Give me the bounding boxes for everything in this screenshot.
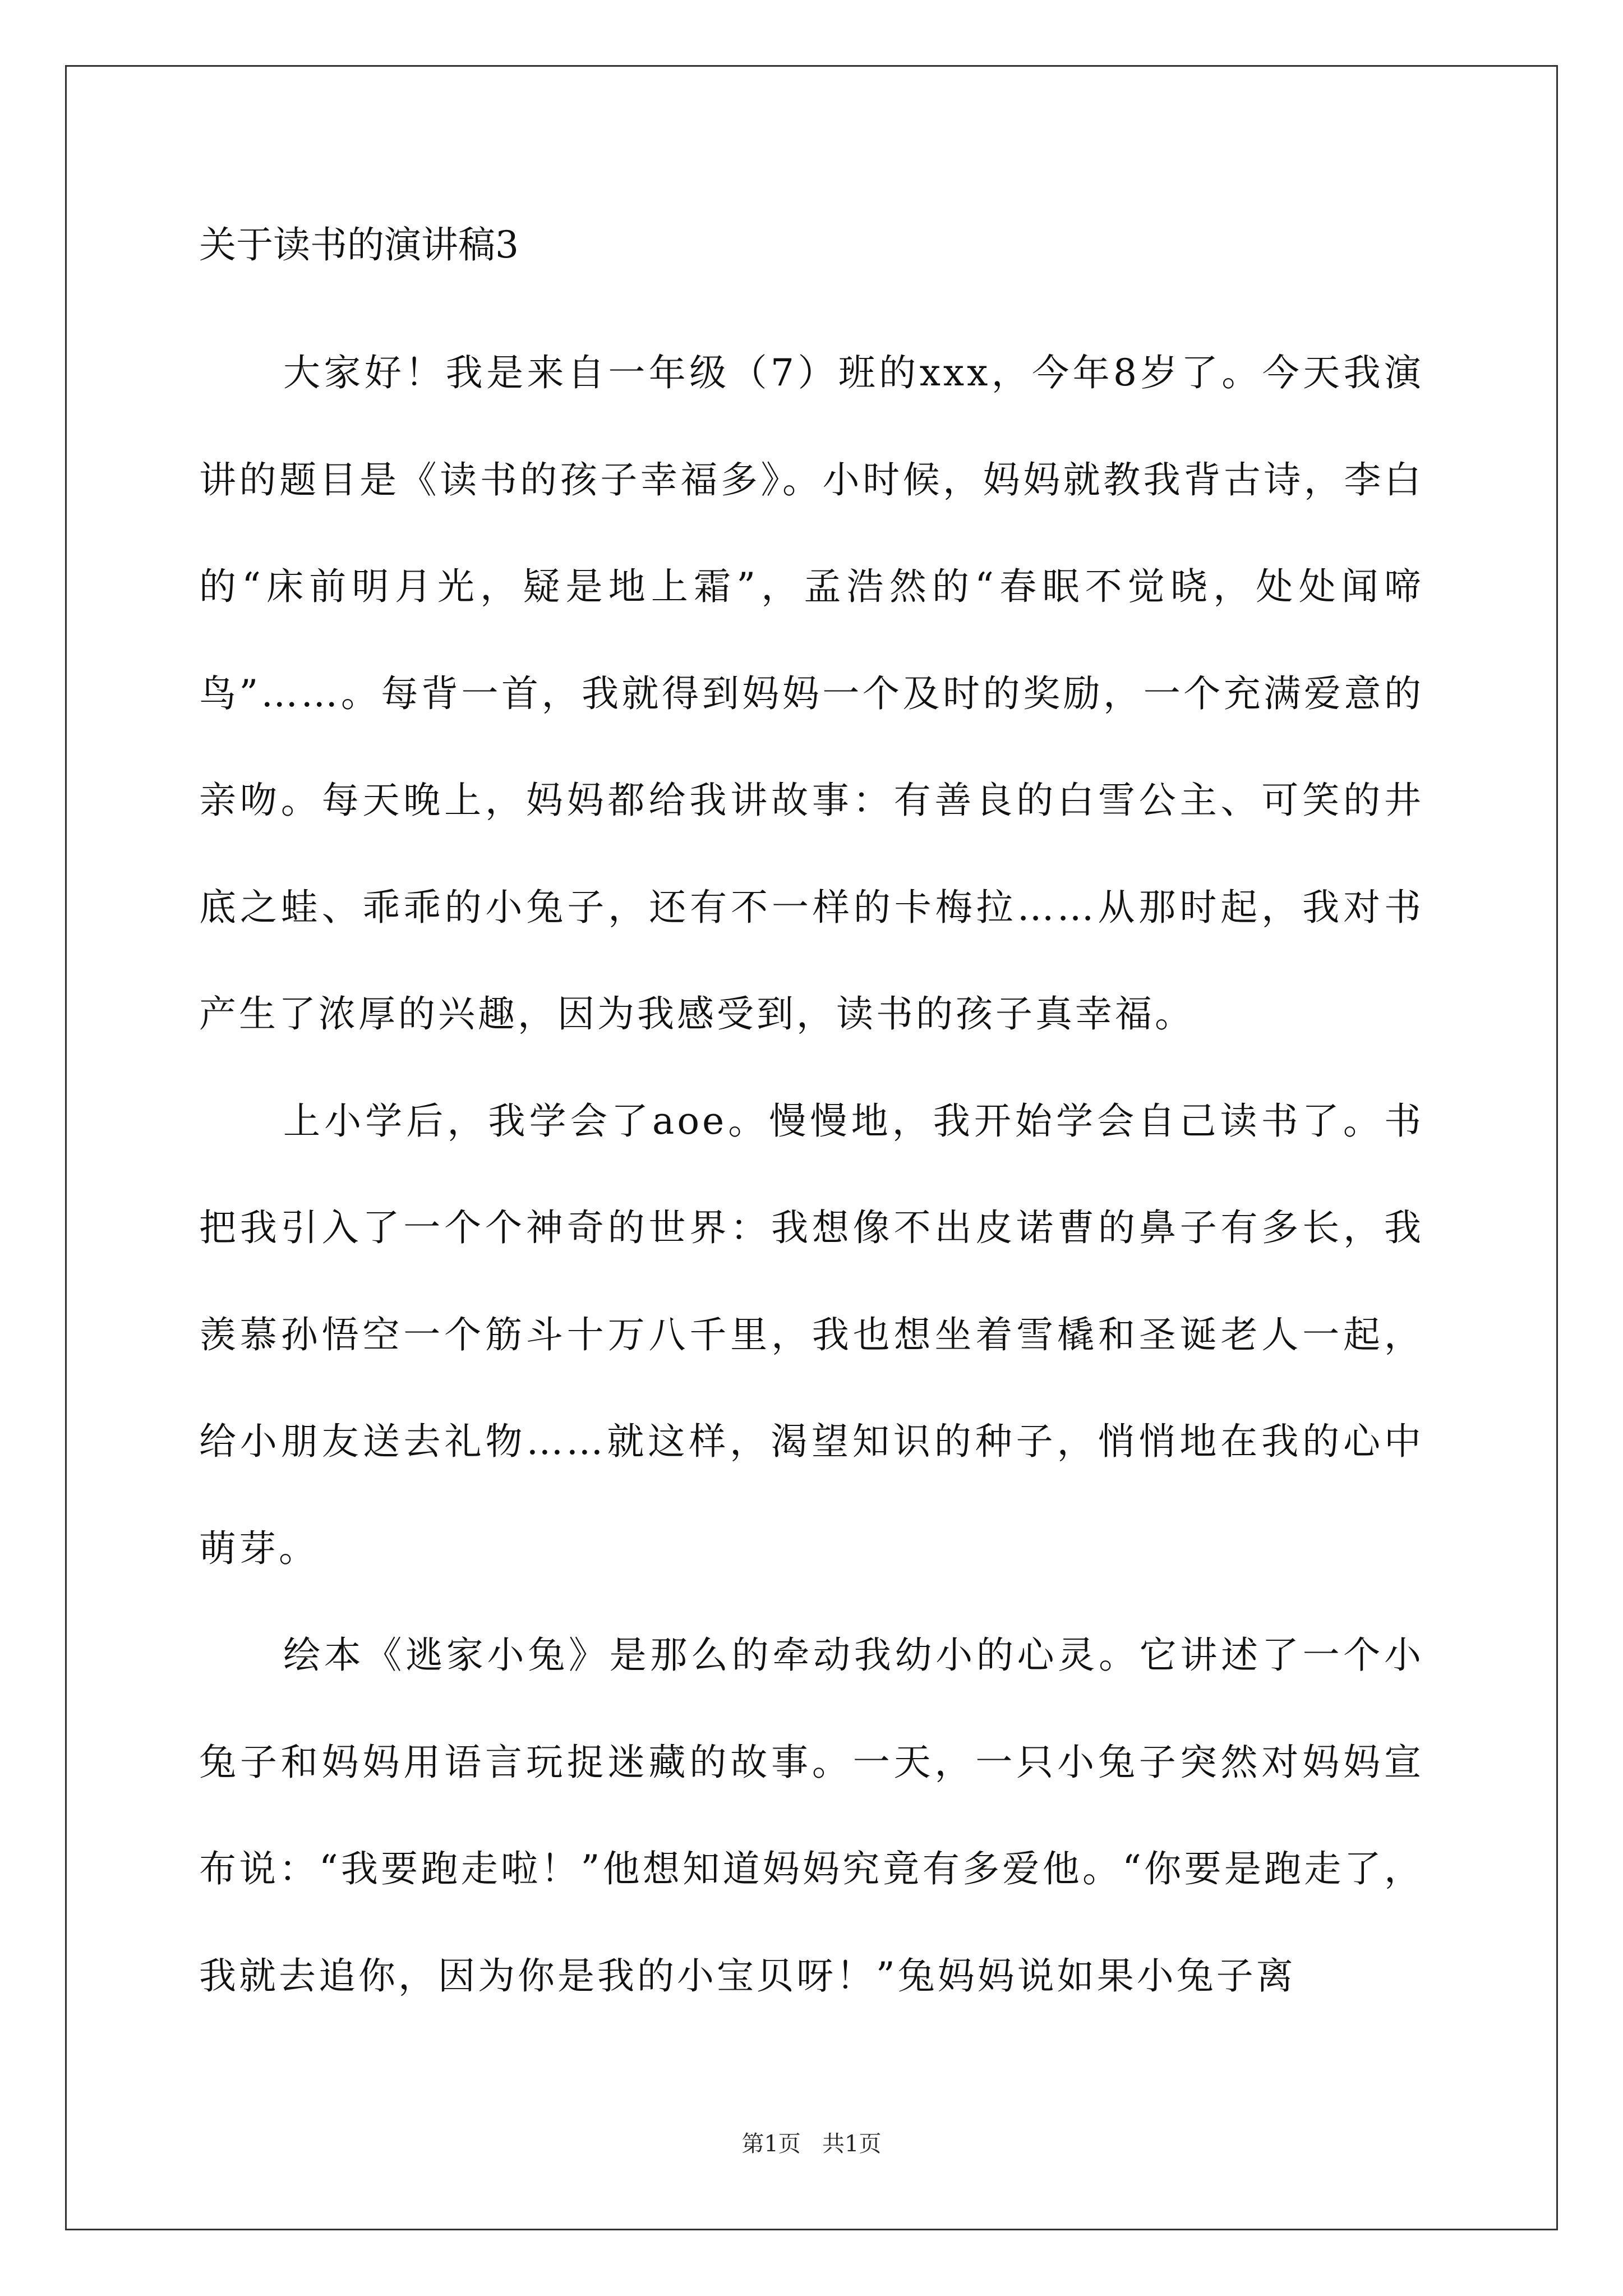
paragraph: 上小学后，我学会了aoe。慢慢地，我开始学会自己读书了。书把我引入了一个个神奇的世界：我想像不出皮诺曹的鼻子有多长，我羡慕孙悟空一个筋斗十万八千里，我也想坐着雪橇和圣诞老人一起，给小朋友送去礼物……就这样，渴望知识的种子，悄悄地在我的心中萌芽。 — [199, 1099, 1424, 1570]
document-body — [199, 320, 1424, 2030]
document-title: 关于读书的演讲稿3 — [199, 223, 519, 266]
paragraph: 绘本《逃家小兔》是那么的牵动我幼小的心灵。它讲述了一个小兔子和妈妈用语言玩捉迷藏的故事。一天，一只小兔子突然对妈妈宣布说：“我要跑走啦！”他想知道妈妈究竟有多爱他。“你要是跑走了，我就去追你，因为你是我的小宝贝呀！”兔妈妈说如果小兔子离 — [199, 1634, 1424, 1998]
paragraph: 大家好！我是来自一年级（7）班的xxx，今年8岁了。今天我演讲的题目是《读书的孩子幸福多》。小时候，妈妈就教我背古诗，李白的“床前明月光，疑是地上霜”，孟浩然的“春眠不觉晓，处处闻啼鸟”……。每背一首，我就得到妈妈一个及时的奖励，一个充满爱意的亲吻。每天晚上，妈妈都给我讲故事：有善良的白雪公主、可笑的井底之蛙、乖乖的小兔子，还有不一样的卡梅拉……从那时起，我对书产生了浓厚的兴趣，因为我感受到，读书的孩子真幸福。 — [199, 351, 1424, 1036]
page-footer: 第1页 共1页 — [741, 2131, 882, 2157]
